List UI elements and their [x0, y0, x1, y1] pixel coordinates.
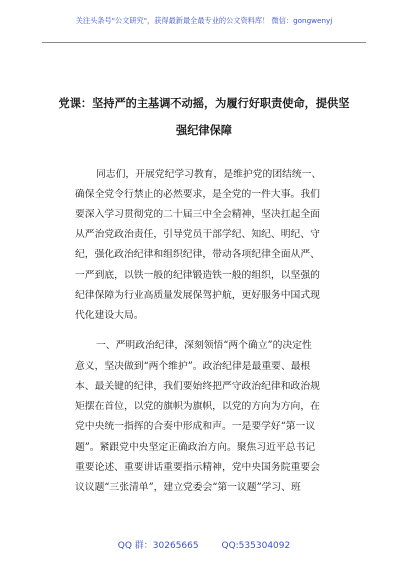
doc-title-line-1: 党课：坚持严的主基调不动摇，为履行好职责使命，提供坚: [58, 97, 350, 110]
body-line: 要深入学习贯彻党的二十届三中全会精神，坚决扛起全面: [75, 209, 320, 220]
body-line: 议议题“三张清单”，建立党委会“第一议题”学习、班: [75, 482, 301, 493]
body-line: 意义，坚决做到“两个维护”。政治纪律是最重要、最根: [75, 361, 311, 372]
body-line: 一、严明政治纪律，深刻领悟“两个确立”的决定性: [96, 340, 312, 351]
body-line: 同志们，开展党纪学习教育，是维护党的团结统一、: [96, 169, 322, 180]
header-note: 关注头条号"公文研究"，获得最新最全最专业的公文资料库！ 微信：gongwenyj: [75, 16, 333, 25]
body-line: 代化建设大局。: [75, 310, 144, 321]
body-line: 本、最关键的纪律，我们要始终把严守政治纪律和政治规: [75, 381, 320, 392]
footer-contact: [0, 538, 408, 551]
body-line: 纪，强化政治纪律和组织纪律，带动各项纪律全面从严、: [75, 249, 320, 260]
footer-qq-number: QQ:535304092: [221, 541, 291, 551]
body-line: 矩摆在首位，以党的旗帜为旗帜，以党的方向为方向，在: [75, 401, 320, 412]
footer-qq-group: QQ 群：30265665: [117, 541, 199, 551]
doc-title-line-2: 强纪律保障: [176, 124, 232, 137]
body-line: 确保全党令行禁止的必然要求，是全党的一件大事。我们: [75, 189, 320, 200]
body-line: 纪律保障为行业高质量发展保驾护航，更好服务中国式现: [75, 290, 320, 301]
header-divider: [42, 42, 366, 43]
body-line: 题”。紧跟党中央坚定正确政治方向。聚焦习近平总书记: [75, 442, 316, 453]
body-line: 一严到底，以铁一般的纪律锻造铁一般的组织，以坚强的: [75, 270, 320, 281]
body-line: 党中央统一指挥的合奏中形成和声。一是要学好“第一议: [75, 421, 316, 432]
body-line: 从严治党政治责任，引导党员干部学纪、知纪、明纪、守: [75, 229, 320, 240]
body-line: 重要论述、重要讲话重要指示精神，党中央国务院重要会: [75, 462, 320, 473]
